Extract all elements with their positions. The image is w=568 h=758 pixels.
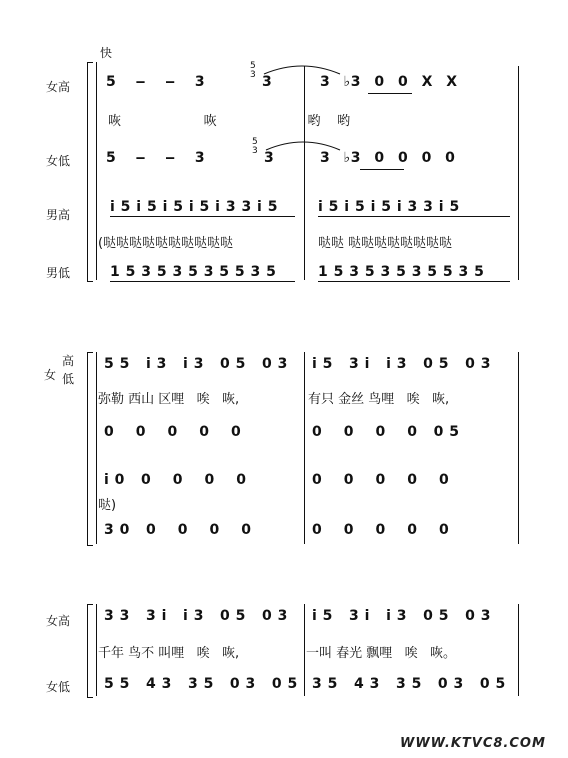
alto-notes-c: 3 ♭3 0 0 0 0 [320,150,456,166]
tenor-beam-b [318,216,510,217]
system1-mid-barline [304,66,305,280]
system3-end-barline [518,604,519,696]
s3-sop-notes-b: i 5 3 i i 3 0 5 0 3 [312,608,491,624]
system1-end-barline [518,66,519,280]
bass-beam-b [318,281,510,282]
sop-notes-b: 3 [262,74,273,90]
alto-notes-a: 5 ‒ ‒ 3 [106,150,206,166]
s3-label-soprano: 女高 [46,614,71,628]
label-bass: 男低 [46,266,71,280]
s2-lyric-b: 有只 金丝 鸟哩 唉 咴, [308,392,450,407]
s3-label-alto: 女低 [46,680,71,694]
system2-start-barline [96,352,97,544]
tenor-lyric-b: 哒哒 哒哒哒哒哒哒哒哒 [318,236,453,251]
bass-beam-a [110,281,295,282]
label-women: 女 [44,368,57,382]
system1-brace [87,62,93,282]
bass-notes-a: 1 5 3 5 3 5 3 5 5 3 5 [110,264,277,280]
s2-sop-notes-b: i 5 3 i i 3 0 5 0 3 [312,356,491,372]
alto-beam [360,169,404,170]
sop-notes-a: 5 ‒ ‒ 3 [106,74,206,90]
s2-sop-notes-a: 5 5 i 3 i 3 0 5 0 3 [104,356,288,372]
s2-tenor-lyric: 哒) [98,498,117,513]
s2-bass-notes-b: 0 0 0 0 0 [312,522,450,538]
sop-lyric: 咴 咴 哟 哟 [108,114,351,129]
tenor-lyric-a: (哒哒哒哒哒哒哒哒哒哒 [98,236,234,251]
s3-alto-notes-a: 5 5 4 3 3 5 0 3 0 5 [104,676,298,692]
tempo-marking: 快 [100,46,113,60]
label-tenor: 男高 [46,208,71,222]
s2-alto-notes-a: 0 0 0 0 0 [104,424,242,440]
system2-end-barline [518,352,519,544]
sop-notes-c: 3 ♭3 0 0 X X [320,74,458,90]
s2-tenor-notes-b: 0 0 0 0 0 [312,472,450,488]
system2-brace [87,352,93,546]
label-soprano: 女高 [46,80,71,94]
label-alto: 女低 [46,154,71,168]
tenor-notes-b: i 5 i 5 i 5 i 3 3 i 5 [318,199,460,215]
s3-sop-notes-a: 3 3 3 i i 3 0 5 0 3 [104,608,288,624]
s2-lyric-a: 弥勒 西山 区哩 唉 咴, [98,392,240,407]
s2-tenor-notes-a: i 0 0 0 0 0 [104,472,247,488]
s2-bass-notes-a: 3 0 0 0 0 0 [104,522,252,538]
s3-lyric-a: 千年 鸟不 叫哩 唉 咴, [98,646,240,661]
sop-beam [368,93,412,94]
system3-brace [87,604,93,698]
watermark: WWW.KTVC8.COM [400,736,546,751]
s3-lyric-b: 一叫 春光 飘哩 唉 咴。 [306,646,457,661]
label-low: 低 [62,372,75,386]
s2-alto-notes-b: 0 0 0 0 0 5 [312,424,460,440]
alto-notes-b: 3 [264,150,275,166]
bass-notes-b: 1 5 3 5 3 5 3 5 5 3 5 [318,264,485,280]
alto-grace-notes: 5 3 [252,137,258,156]
tenor-notes-a: i 5 i 5 i 5 i 5 i 3 3 i 5 [110,199,278,215]
tenor-beam-a [110,216,295,217]
system2-mid-barline [304,352,305,544]
label-high: 高 [62,354,75,368]
sop-grace-notes: 5 3 [250,61,256,80]
s3-alto-notes-b: 3 5 4 3 3 5 0 3 0 5 [312,676,506,692]
